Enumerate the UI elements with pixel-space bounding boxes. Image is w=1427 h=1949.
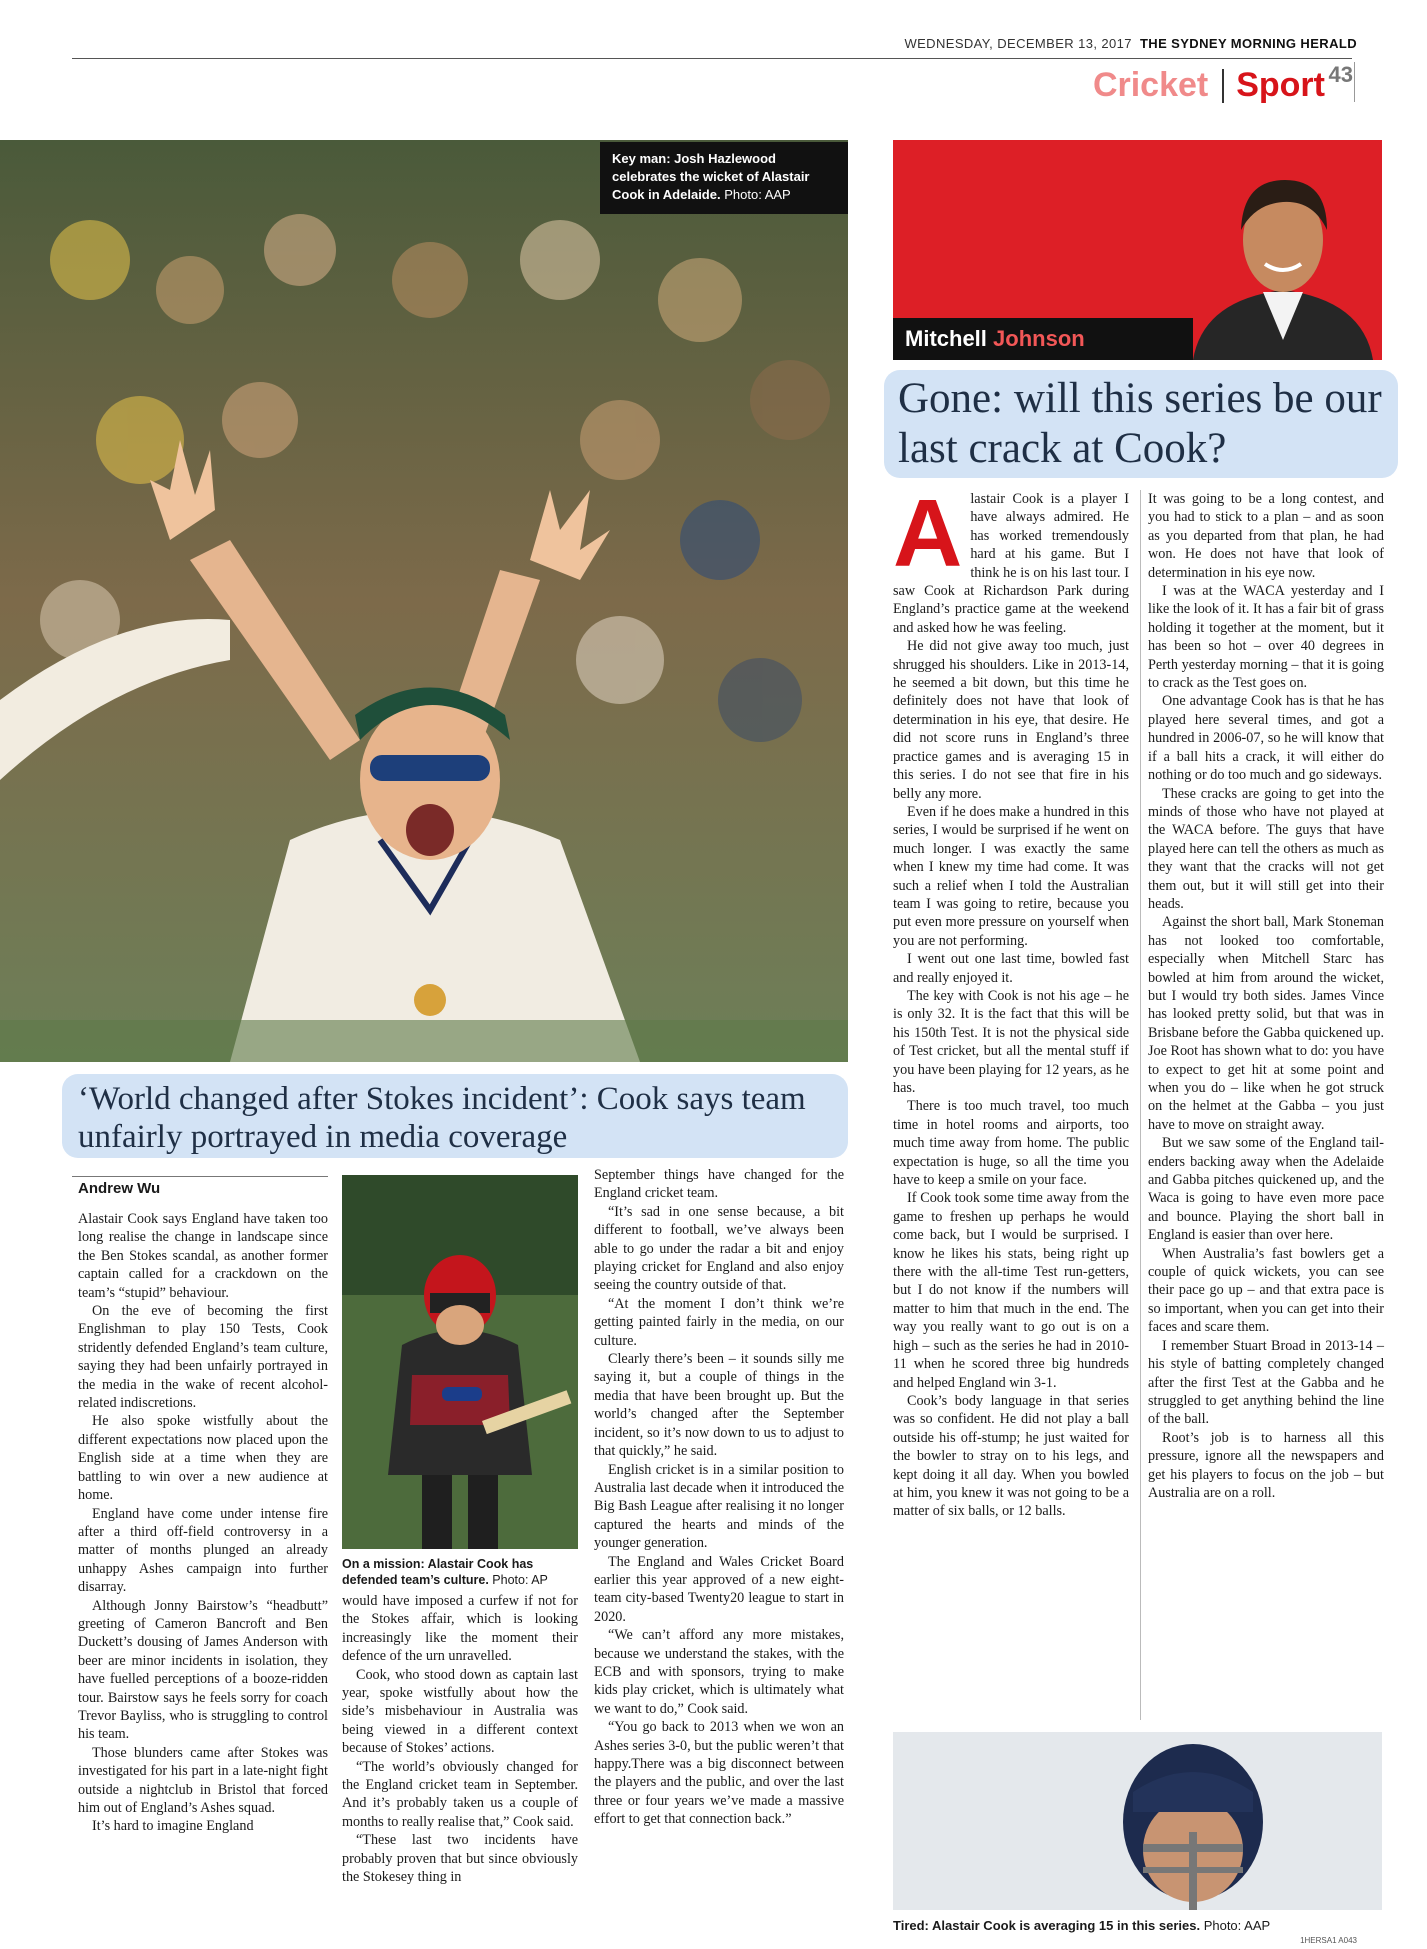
paragraph: I remember Stuart Broad in 2013-14 – his style of batting completely changed after the first Test at the Gabba and he struggled to get anything behind the line of the ball. — [1148, 1337, 1384, 1428]
column-text-1 — [893, 480, 1129, 1521]
paragraph: Alastair Cook says England have taken too long realise the change in landscape since the Ben Stokes scandal, as another former captain called for a crackdown on the team’s “stupid” behaviour. — [78, 1211, 328, 1301]
section-divider — [1222, 69, 1224, 103]
bottom-caption-credit: Photo: AAP — [1203, 1918, 1271, 1933]
paragraph: “These last two incidents have probably proven that but since obviously the Stokesey thing in — [342, 1832, 578, 1886]
page-number: 43 — [1328, 62, 1353, 87]
paragraph: “At the moment I don’t think we’re getting painted fairly in the media, on our culture. — [594, 1295, 844, 1349]
paragraph: There is too much travel, too much time in hotel rooms and airports, too much time away from home. The public expectation is huge, so all the time you have to keep a smile on your face. — [893, 1098, 1129, 1189]
main-photo-caption — [600, 142, 848, 214]
inset-caption-text: On a mission: Alastair Cook has defended team’s culture. — [342, 1557, 534, 1587]
paragraph: “We can’t afford any more mistakes, because we understand the stakes, with the ECB and with sponsors, trying to make kids play cricket, which is ultimately what we want to do,” Cook said. — [594, 1627, 844, 1717]
paragraph: would have imposed a curfew if not for the Stokes affair, which is looking increasingly like the moment their defence of the urn unravelled. — [342, 1593, 578, 1665]
drop-cap: A — [893, 480, 963, 587]
paragraph: September things have changed for the England cricket team. — [594, 1167, 844, 1202]
paragraph: Clearly there’s been – it sounds silly me saying it, but a couple of things in the media that have been brought up. But the world’s changed after the September incident, so it’s now down to us to adjust to that quickly,” he said. — [594, 1351, 844, 1460]
paragraph: These cracks are going to get into the minds of those who have not played at the WACA before. The guys that have played here can tell the others as much as they want that the cracks will not get them out, but it will still get into their heads. — [1148, 785, 1384, 912]
batsman-illustration — [342, 1175, 578, 1549]
main-photo — [0, 140, 848, 1062]
paragraph: One advantage Cook has is that he has played here several times, and got a hundred in 2006-07, so he will know that if a ball hits a crack, it will either do nothing or do too much and go sideways. — [1148, 693, 1384, 784]
paragraph: “You go back to 2013 when we won an Ashes series 3-0, but the public weren’t that happy.There was a big disconnect between the players and the public, and over the last three or four years we’ve made a massive effort to get that connection back.” — [594, 1719, 844, 1828]
columnist-first-name: Mitchell — [905, 326, 987, 351]
paragraph: Against the short ball, Mark Stoneman has not looked too comfortable, especially when Mitchell Starc has bowled at him from around the wicket, but I would try both sides. James Vince has looked pretty solid, but that was in Brisbane before the Gabba quickened up. Joe Root has shown what to do: you have to expect to get hit at some point and when you do – like when he got struck on the helmet at the Gabba – you just have to move on straight away. — [1148, 914, 1384, 1133]
main-photo-credit: Photo: AAP — [724, 187, 791, 202]
paragraph: Cook, who stood down as captain last year, spoke wistfully about how the side’s misbehaviour in Australia was being viewed in a different context because of Stokes’ actions. — [342, 1666, 578, 1757]
paragraph: When Australia’s fast bowlers get a couple of quick wickets, you can see their pace go up – and that extra pace is so important, when you can get into their faces and scare them. — [1148, 1245, 1384, 1336]
paragraph: Root’s job is to harness all this pressure, ignore all the newspapers and get his players to focus on the job – but Australia are on a roll. — [1148, 1429, 1384, 1501]
paragraph: Even if he does make a hundred in this series, I would be surprised if he went on much longer. I was exactly the same when I knew my time had come. It was such a relief when I told the Australian team I was going to retire, because you put even more pressure on yourself when you are not performing. — [893, 803, 1129, 949]
story-headline: ‘World changed after Stokes incident’: Cook says team unfairly portrayed in media coverage — [62, 1074, 848, 1158]
date: WEDNESDAY, DECEMBER 13, 2017 — [904, 36, 1132, 51]
section-header — [1093, 66, 1325, 105]
columnist-last-name: Johnson — [993, 326, 1085, 351]
paragraph: Cook’s body language in that series was so confident. He did not play a ball outside his off-stump; he just waited for the bowler to stray on to his legs, and kept doing it all day. When you bowled at him, you knew it was not going to be a matter of six balls, or 12 balls. — [893, 1392, 1129, 1520]
column-text-2 — [1148, 490, 1384, 1502]
paragraph: England have come under intense fire after a third off-field controversy in a matter of months plunged an already unhappy Ashes campaign into further disarray. — [78, 1505, 328, 1596]
paragraph: It was going to be a long contest, and you had to stick to a plan – and as soon as you departed from that plan, he had won. He does not have that look of determination in his eye now. — [1148, 491, 1384, 581]
paragraph: Alastair Cook is a player I have always admired. He has worked tremendously hard at his game. But I think he is on his last tour. I saw Cook at Richardson Park during England’s practice game at the weekend and asked how he was feeling. — [893, 480, 1129, 636]
paragraph: The England and Wales Cricket Board earlier this year approved of a new eight-team city-based Twenty20 league to start in 2020. — [594, 1553, 844, 1625]
inset-caption — [342, 1556, 578, 1588]
bottom-caption — [893, 1918, 1382, 1934]
paragraph: I went out one last time, bowled fast and really enjoyed it. — [893, 951, 1129, 986]
dateline — [904, 36, 1357, 51]
bottom-photo — [893, 1732, 1382, 1910]
page-code: 1HERSA1 A043 — [1300, 1936, 1357, 1945]
paragraph: He did not give away too much, just shrugged his shoulders. Like in 2013-14, he seemed a bit down, but this time he definitely does not have that look of determination in his eye, that desire. He did not score runs in England’s three practice games and is averaging 15 in this series. I do not see that fire in his belly any more. — [893, 638, 1129, 802]
column-divider — [1140, 490, 1141, 1720]
paper-name: THE SYDNEY MORNING HERALD — [1139, 36, 1357, 51]
story-column-3 — [594, 1166, 844, 1829]
cricket-celebration-illustration — [0, 140, 848, 1062]
paragraph: He also spoke wistfully about the different expectations now placed upon the English side at a time when they are battling to win over a new audience at home. — [78, 1413, 328, 1504]
main-photo-caption-text: Key man: Josh Hazlewood celebrates the wicket of Alastair Cook in Adelaide. — [612, 151, 810, 202]
paragraph: “The world’s obviously changed for the England cricket team in September. And it’s probably taken us a couple of months to really realise that,” Cook said. — [342, 1758, 578, 1830]
top-rule — [72, 58, 1352, 59]
paragraph: Although Jonny Bairstow’s “headbutt” greeting of Cameron Bancroft and Ben Duckett’s dousing of James Anderson with beer are minor incidents in isolation, they have fuelled perceptions of a booze-ridden tour. Bairstow says he feels sorry for coach Trevor Bayliss, who is struggling to control his team. — [78, 1597, 328, 1743]
section-sub: Cricket — [1092, 66, 1209, 104]
column-headline: Gone: will this series be our last crack at Cook? — [884, 370, 1398, 478]
paragraph: It’s hard to imagine England — [92, 1818, 254, 1835]
paragraph: But we saw some of the England tail-enders backing away when the Adelaide and Gabba pitches quickened up, and the Waca is going to have even more pace and bounce. Playing the short ball in England is easier than over here. — [1148, 1135, 1384, 1244]
inset-photo — [342, 1175, 578, 1549]
paragraph: English cricket is in a similar position to Australia last decade when it introduced the Big Bash League after realising it no longer captured the hearts and minds of the younger generation. — [594, 1461, 844, 1552]
columnist-name — [893, 318, 1193, 360]
byline-rule — [72, 1176, 328, 1177]
story-column-2 — [342, 1592, 578, 1887]
paragraph: Those blunders came after Stokes was investigated for his part in a late-night fight outside a nightclub in Bristol that forced him out of England’s Ashes squad. — [78, 1744, 328, 1816]
page-number-rule — [1354, 62, 1355, 102]
section-main: Sport — [1236, 66, 1325, 104]
paragraph: I was at the WACA yesterday and I like the look of it. It has a fair bit of grass holding it together at the moment, but it has been so hot – over 40 degrees in Perth yesterday morning – that it is going to crack as the Test goes on. — [1148, 583, 1384, 692]
byline: Andrew Wu — [78, 1180, 161, 1197]
cook-helmet-illustration — [893, 1732, 1382, 1910]
paragraph: “It’s sad in one sense because, a bit different to football, we’ve always been able to go under the radar a bit and enjoy playing cricket for England and also enjoy seeing the country outside of that. — [594, 1203, 844, 1294]
story-column-1 — [78, 1210, 328, 1836]
bottom-caption-text: Tired: Alastair Cook is averaging 15 in this series. — [893, 1918, 1201, 1933]
paragraph: The key with Cook is not his age – he is only 32. It is the fact that this will be his 150th Test. It is not the physical side of Test cricket, but all the mental stuff if you have been playing for 12 years, as he has. — [893, 987, 1129, 1096]
inset-caption-credit: Photo: AP — [492, 1573, 548, 1587]
paragraph: On the eve of becoming the first Englishman to play 150 Tests, Cook stridently defended England’s team culture, saying they had been unfairly portrayed in the media in the wake of recent alcohol-related indiscretions. — [78, 1303, 328, 1412]
paragraph: If Cook took some time away from the game to freshen up perhaps he would come back, but I would be surprised. I know he likes his stats, being right up there with the all-time Test run-getters, but I do not know if the numbers will matter to him that much in the end. The way you really want to go out is on a high – such as the series he had in 2010-11 when he scored three big hundreds and helped England win 3-1. — [893, 1190, 1129, 1391]
